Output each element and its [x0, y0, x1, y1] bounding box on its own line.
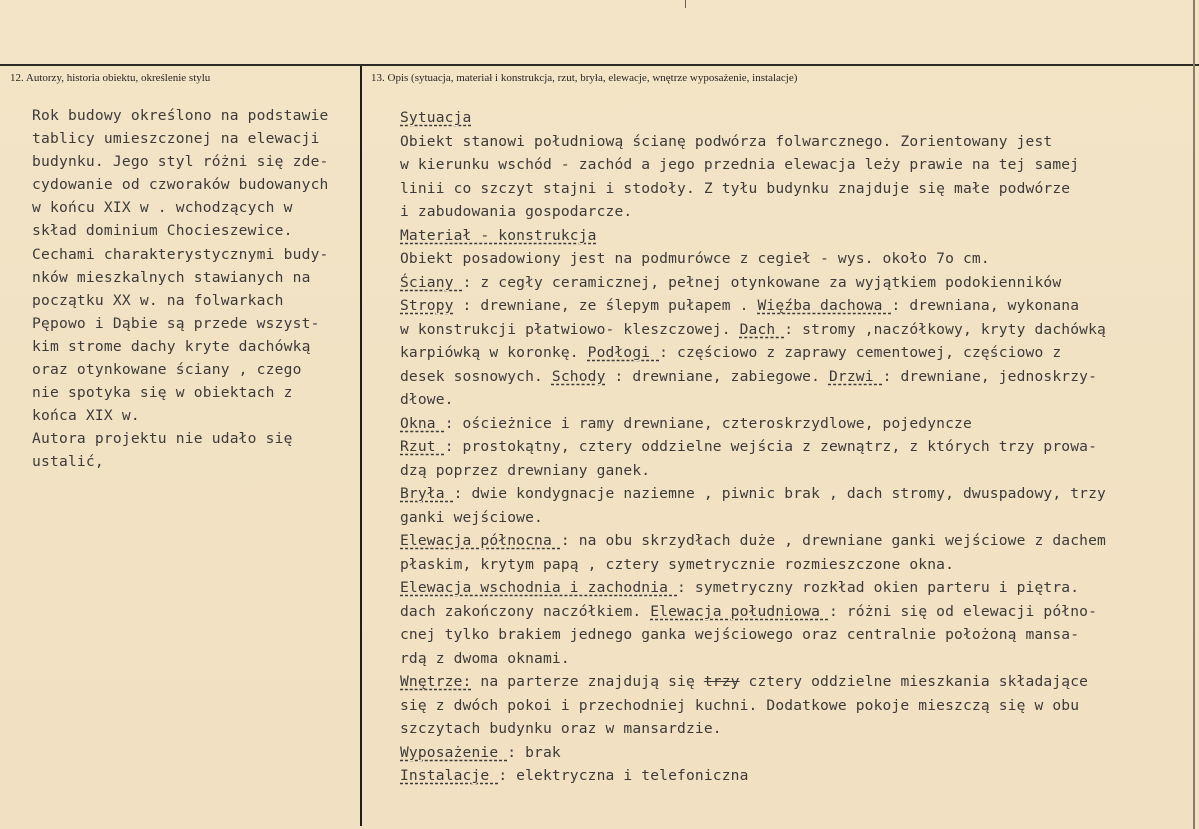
struck-text: trzy — [703, 673, 740, 690]
description-line — [400, 388, 1190, 412]
section-13-heading: 13. Opis (sytuacja, materiał i konstrukcja, rzut, bryła, elewacje, wnętrze wyposażenie, instalacje) — [371, 72, 798, 84]
underlined-heading: Wnętrze: — [400, 673, 472, 690]
text-segment: rdą z dwoma oknami. — [400, 649, 570, 667]
text-segment: desek sosnowych. — [400, 367, 552, 385]
underlined-heading: Ściany — [400, 273, 463, 291]
description-line — [400, 553, 1190, 577]
description-line — [400, 177, 1190, 201]
fold-mark — [685, 0, 686, 8]
text-segment: dach zakończony naczółkiem. — [400, 602, 651, 620]
underlined-heading: Elewacja północna — [400, 532, 561, 549]
text-segment: : symetryczny rozkład okien parteru i piętra. — [677, 579, 1080, 596]
text-segment: cnej tylko brakiem jednego ganka wejściowego oraz centralnie położoną mansa- — [400, 626, 1080, 643]
underlined-heading: Wyposażenie — [400, 743, 508, 761]
left-text-line: budynku. Jego styl różni się zde- — [32, 153, 329, 171]
form-top-rule — [0, 64, 1199, 66]
underlined-heading: Więźba dachowa — [757, 297, 892, 314]
description-line — [400, 647, 1190, 671]
underlined-heading: Elewacja wschodnia i zachodnia — [400, 579, 678, 596]
underlined-heading: Materiał - konstrukcja — [400, 226, 597, 244]
text-segment: się z dwóch pokoi i przechodniej kuchni. Dodatkowe pokoje mieszczą się w obu — [400, 696, 1080, 714]
left-text-line: cydowanie od czworaków budowanych — [32, 176, 329, 194]
description-line — [400, 717, 1190, 741]
description-line — [400, 200, 1190, 224]
left-text-line: Cechami charakterystycznymi budy- — [32, 245, 329, 263]
text-segment: : elektryczna i telefoniczna — [498, 767, 749, 784]
text-segment: w kierunku wschód - zachód a jego przednia elewacja leży prawie na tej samej — [400, 156, 1080, 173]
underlined-heading: Rzut — [400, 438, 445, 455]
description-line — [400, 153, 1190, 177]
description-line — [400, 271, 1190, 295]
left-text-line: ustalić, — [32, 453, 104, 471]
description-line — [400, 106, 1190, 130]
text-segment: Obiekt stanowi południową ścianę podwórza folwarcznego. Zorientowany jest — [400, 132, 1053, 150]
text-segment: : z cegły ceramicznej, pełnej otynkowane za wyjątkiem podokienników — [462, 273, 1062, 291]
description-line — [400, 694, 1190, 718]
description-line — [400, 294, 1190, 318]
text-segment: linii co szczyt stajni i stodoły. Z tyłu budynku znajduje się małe podwórze — [400, 179, 1071, 197]
left-text-line: początku XX w. na folwarkach — [32, 291, 284, 309]
text-segment: : dwie kondygnacje naziemne , piwnic brak , dach stromy, dwuspadowy, trzy — [453, 485, 1106, 502]
text-segment: cztery oddzielne mieszkania składające — [739, 673, 1089, 690]
description-line — [400, 529, 1190, 553]
left-text-line: kim strome dachy kryte dachówką — [32, 337, 311, 355]
left-text-line: oraz otynkowane ściany , czego — [32, 361, 302, 379]
description-line — [400, 412, 1190, 436]
authors-history-text — [32, 104, 357, 474]
text-segment: : ościeżnice i ramy drewniane, czteroskrzydlowe, pojedyncze — [444, 414, 972, 432]
left-text-line: Rok budowy określono na podstawie — [32, 107, 329, 124]
text-segment: : różni się od elewacji półno- — [828, 602, 1098, 620]
text-segment: i zabudowania gospodarcze. — [400, 203, 633, 220]
description-line — [400, 435, 1190, 459]
text-segment: : drewniana, wykonana — [891, 297, 1080, 314]
text-segment: dzą poprzez drewniany ganek. — [400, 461, 651, 479]
text-segment: : drewniane, zabiegowe. — [605, 367, 829, 385]
form-right-edge — [1193, 0, 1195, 829]
text-segment: ganki wejściowe. — [400, 508, 543, 526]
description-line — [400, 506, 1190, 530]
underlined-heading: Drzwi — [828, 367, 883, 385]
underlined-heading: Schody — [551, 367, 606, 385]
text-segment: : drewniane, jednoskrzy- — [882, 367, 1098, 385]
text-segment: płaskim, krytym papą , cztery symetrycznie rozmieszczone okna. — [400, 555, 955, 573]
left-text-line: Pępowo i Dąbie są przede wszyst- — [32, 314, 320, 332]
description-line — [400, 341, 1190, 365]
section-12-heading: 12. Autorzy, historia obiektu, określenie stylu — [10, 72, 211, 84]
underlined-heading: Elewacja południowa — [650, 602, 829, 620]
description-line — [400, 670, 1190, 694]
description-line — [400, 247, 1190, 271]
description-line — [400, 365, 1190, 389]
description-line — [400, 130, 1190, 154]
description-line — [400, 764, 1190, 788]
underlined-heading: Instalacje — [400, 767, 499, 784]
underlined-heading: Stropy — [400, 297, 454, 314]
text-segment: w konstrukcji płatwiowo- kleszczowej. — [400, 320, 740, 338]
text-segment: dłowe. — [400, 391, 454, 408]
left-text-line: w końcu XIX w . wchodzących w — [32, 199, 293, 217]
text-segment: : drewniane, ze ślepym pułapem . — [453, 297, 758, 314]
description-line — [400, 741, 1190, 765]
underlined-heading: Dach — [739, 320, 785, 338]
description-line — [400, 224, 1190, 248]
left-text-line: nków mieszkalnych stawianych na — [32, 268, 311, 286]
underlined-heading: Okna — [400, 414, 445, 432]
column-divider — [360, 66, 362, 826]
description-line — [400, 459, 1190, 483]
underlined-heading: Podłogi — [587, 344, 660, 361]
left-text-line: końca XIX w. — [32, 407, 140, 425]
text-segment: karpiówką w koronkę. — [400, 344, 588, 361]
text-segment: na parterze znajdują się — [471, 673, 704, 690]
text-segment: : brak — [507, 743, 561, 761]
left-text-line: Autora projektu nie udało się — [32, 430, 293, 448]
left-text-line: skład dominium Chocieszewice. — [32, 222, 293, 240]
description-line — [400, 623, 1190, 647]
description-line — [400, 576, 1190, 600]
text-segment: szczytach budynku oraz w mansardzie. — [400, 720, 722, 737]
text-segment: : na obu skrzydłach duże , drewniane ganki wejściowe z dachem — [560, 532, 1106, 549]
text-segment: : stromy ,naczółkowy, kryty dachówką — [784, 320, 1106, 338]
underlined-heading: Sytuacja — [400, 109, 472, 126]
text-segment: Obiekt posadowiony jest na podmurówce z cegieł - wys. około 7o cm. — [400, 250, 990, 267]
text-segment: : prostokątny, cztery oddzielne wejścia z zewnątrz, z których trzy prowa- — [444, 438, 1098, 455]
description-line — [400, 318, 1190, 342]
description-text — [400, 106, 1190, 788]
underlined-heading: Bryła — [400, 485, 454, 502]
text-segment: : częściowo z zaprawy cementowej, częściowo z — [659, 344, 1062, 361]
description-line — [400, 600, 1190, 624]
left-text-line: tablicy umieszczonej na elewacji — [32, 130, 320, 148]
description-line — [400, 482, 1190, 506]
left-text-line: nie spotyka się w obiektach z — [32, 384, 293, 402]
